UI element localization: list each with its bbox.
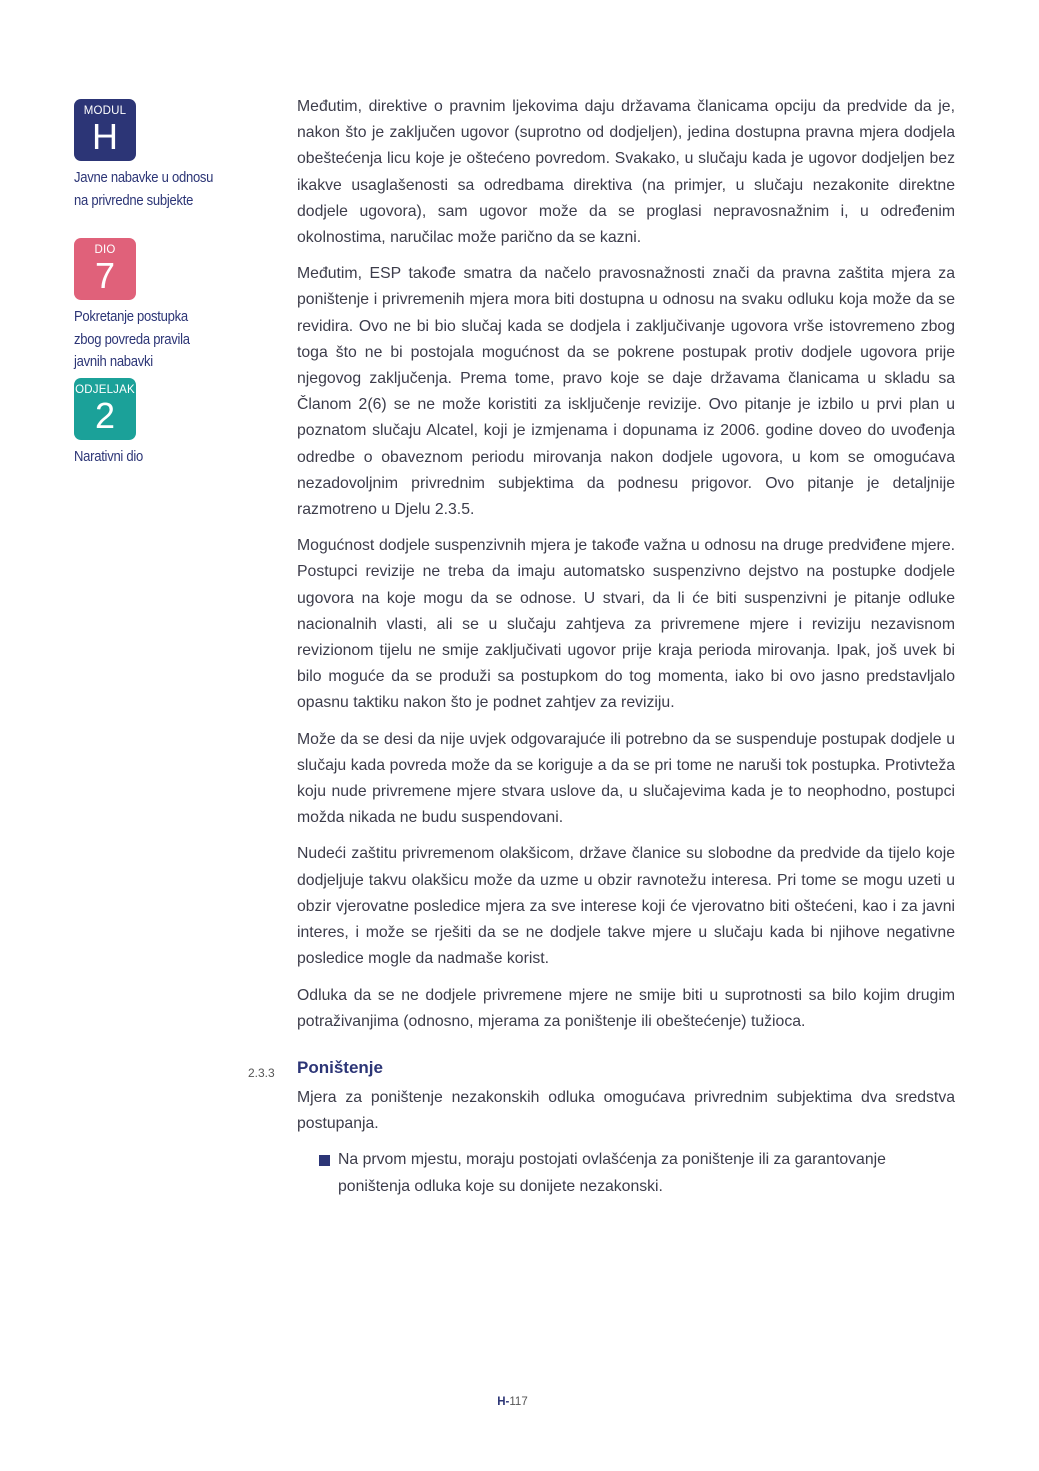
- paragraph: Mogućnost dodjele suspenzivnih mjera je takođe važna u odnosu na druge predviđene mjere. Postupci revizije ne treba da imaju automatsko suspenzivno dejstvo na postupke dodjele ugovora na koje mogu da se odnose. U stvari, da li će biti suspenzivni je pitanje odluke nacionalnih vlasti, ali se u slučaju zahtjeva za privremene mjere i reviziju nezavisnom revizionom tijelu ne smije zaključivati ugovor prije kraja perioda mirovanja. Ipak, još uvek bi bilo moguće da se produži sa postupkom do tog momenta, iako bi ovo jasno predstavljalo opasnu taktiku nakon što je podnet zahtjev za reviziju.: [297, 537, 955, 712]
- sidebar: [74, 99, 264, 468]
- paragraph: Odluka da se ne dodjele privremene mjere ne smije biti u suprotnosti sa bilo kojim drugim potraživanjima (odnosno, mjerama za poništenje ili obeštećenje) tužioca.: [297, 986, 955, 1030]
- module-title-line: Javne nabavke u odnosu: [74, 170, 214, 186]
- module-badge-label: MODUL: [83, 105, 127, 117]
- main-content: [248, 94, 955, 1200]
- paragraph: Međutim, direktive o pravnim ljekovima daju državama članicama opciju da predvide da je, nakon što je zaključen ugovor (suprotno od dodjeljen), jedina dostupna pravna mjera dodjela obeštećenja licu koje je oštećeno povredom. Svakako, u slučaju kada je ugovor dodjeljen bez ikakve usaglašenosti sa odredbama direktiva (na primjer, u slučaju nezakonite direktne dodjele ugovora), sam ugovor može da se proglasi nepravosnažnim i, u određenim okolnostima, naručilac može parično da se kazni.: [297, 98, 955, 247]
- part-badge-label: DIO: [94, 244, 116, 256]
- section-intro: Mjera za poništenje nezakonskih odluka omogućava privrednim subjektima dva sredstva postupanja.: [297, 1088, 955, 1133]
- part-title-line: Pokretanje postupka: [74, 309, 188, 325]
- module-title-line: na privredne subjekte: [74, 192, 194, 209]
- section-badge: [74, 378, 136, 440]
- bullet-item: [297, 1147, 955, 1199]
- section-title: [74, 446, 232, 469]
- part-title-line: javnih nabavki: [74, 354, 153, 370]
- page-number-prefix: H-: [497, 1396, 510, 1408]
- module-badge-value: H: [92, 116, 118, 157]
- module-badge: [74, 99, 136, 161]
- paragraph: Međutim, ESP takođe smatra da načelo pravosnažnosti znači da pravna zaštita mjera za poništenje i privremenih mjera mora biti dostupna u odnosu na svaku odluku koja može da se revidira. Ovo ne bi bio slučaj kada se dodjela i zaključivanje ugovora vrše istovremeno zbog toga što ne bi postojala mogućnost da se pokrene postupak protiv dodjele ugovora prije njegovog zaključenja. Prema tome, pravo koje se daje državama članicama u skladu sa Članom 2(6) se ne može koristiti za isključenje revizije. Ovo pitanje je izbilo u prvi plan u poznatom slučaju Alcatel, koji je izmjenama i dopunama iz 2006. godine doveo do uvođenja odredbe o obaveznom periodu mirovanja nakon dodjele ugovora, u kom se omogućava nezadovoljnim privrednim subjektima da podnesu prigovor. Ovo pitanje je detaljnije razmotreno u Djelu 2.3.5.: [297, 265, 955, 519]
- part-badge: [74, 238, 136, 300]
- page-number: [0, 1396, 1025, 1408]
- section-heading: [248, 1055, 955, 1085]
- part-badge-value: 7: [94, 255, 116, 296]
- section-title-heading: Poništenje: [297, 1057, 383, 1077]
- section-number: 2.3.3: [248, 1065, 275, 1080]
- paragraph: Nudeći zaštitu privremenom olakšicom, države članice su slobodne da predvide da tijelo koje dodjeljuje takvu olakšicu može da uzme u obzir ravnotežu interesa. Pri tome se mogu uzeti u obzir vjerovatne posledice mjera za sve interese koji će vjerovatno biti oštećeni, kao i za javni interes, i može se rješiti da se ne dodjele takve mjere u slučaju kada bi njihove negativne posledice mogle da nadmaše korist.: [297, 845, 955, 968]
- part-title-line: zbog povreda pravila: [74, 331, 190, 348]
- module-title: [74, 167, 232, 212]
- part-title: [74, 306, 232, 374]
- square-bullet-icon: [319, 1155, 330, 1166]
- section-badge-value: 2: [94, 394, 116, 436]
- section-badge-label: ODJELJAK: [75, 383, 135, 396]
- paragraph: Može da se desi da nije uvjek odgovarajuće ili potrebno da se suspenduje postupak dodjele u slučaju kada povreda može da se koriguje a da se pri tome ne naruši tok postupka. Protivteža koju nude privremene mjere stvara uslove da, u slučajevima kada je to neophodno, postupci možda nikada ne budu suspendovani.: [297, 730, 955, 827]
- page-number-value: 117: [509, 1396, 528, 1408]
- section-title-line: Narativni dio: [74, 448, 144, 465]
- bullet-text: Na prvom mjestu, moraju postojati ovlašćenja za poništenje ili za garantovanje poništenja odluka koje su donijete nezakonski.: [338, 1151, 886, 1195]
